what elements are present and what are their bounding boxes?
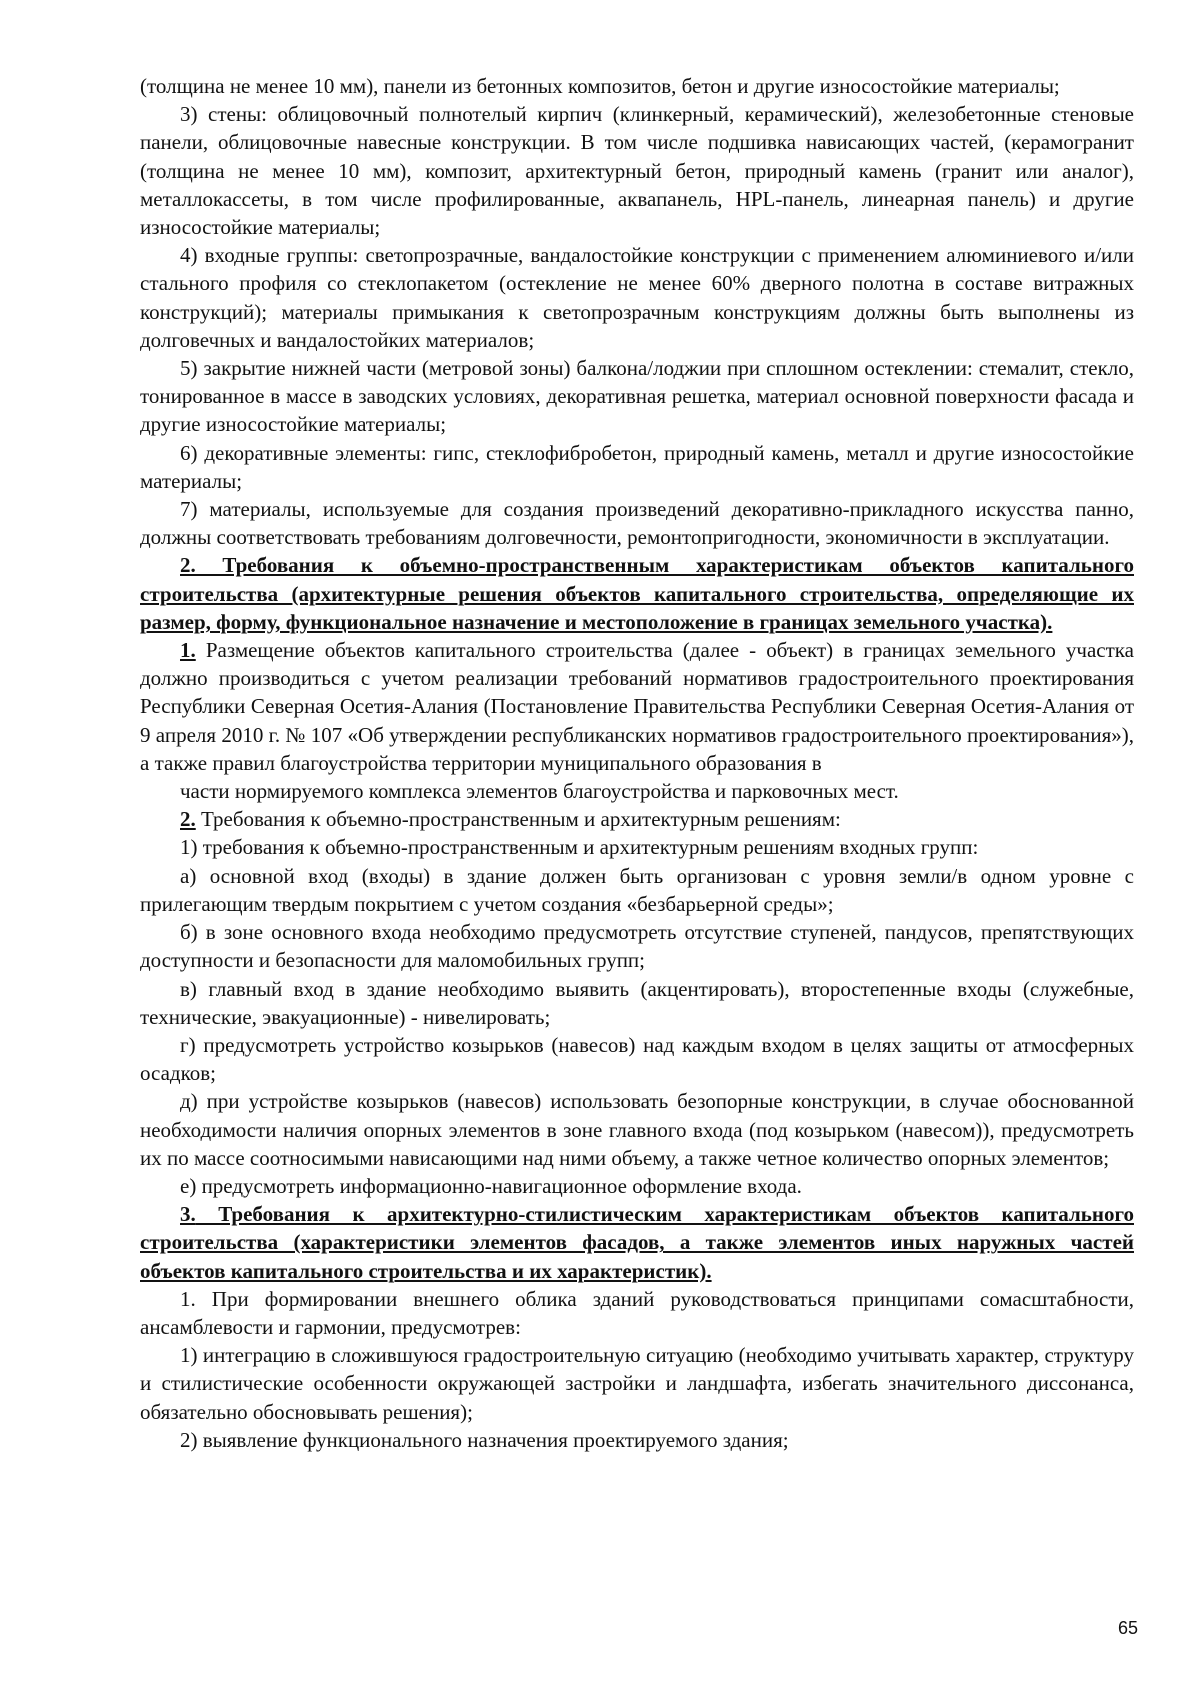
list-item: д) при устройстве козырьков (навесов) использовать безопорные конструкции, в случае обоснованной необходимости наличия опорных элементов в зоне главного входа (под козырьком (навесом)), предусмотреть их по массе соотносимыми нависающими над ними объему, а также четное количество опорных элементов; [140,1089,1134,1170]
heading-number: 3. [180,1202,196,1227]
list-item: б) в зоне основного входа необходимо предусмотреть отсутствие ступеней, пандусов, препятствующих доступности и безопасности для маломобильных групп; [140,920,1134,973]
document-page [140,72,1134,1454]
paragraph: 3) стены: облицовочный полнотелый кирпич (клинкерный, керамический), железобетонные стеновые панели, облицовочные навесные конструкции. В том числе подшивка нависающих частей, (керамогранит (толщина не менее 10 мм), композит, архитектурный бетон, природный камень (гранит или аналог), металлокассеты, в том числе профилированные, аквапанель, HPL-панель, линеарная панель) и другие износостойкие материалы; [140,102,1134,240]
item-number: 1. [180,638,196,663]
list-item: в) главный вход в здание необходимо выявить (акцентировать), второстепенные входы (служебные, технические, эвакуационные) - нивелировать; [140,976,1134,1029]
paragraph: (толщина не менее 10 мм), панели из бетонных композитов, бетон и другие износостойкие материалы; [140,74,1060,98]
section-heading-3 [140,1200,1134,1285]
section-heading-2: 2. Требования к объемно-пространственным характеристикам объектов капитального строительства (архитектурные решения объектов капитального строительства, определяющие их размер, форму, функциональное назначение и местоположение в границах земельного участка). [140,553,1134,634]
paragraph: 5) закрытие нижней части (метровой зоны) балкона/лоджии при сплошном остеклении: стемалит, стекло, тонированное в массе в заводских условиях, декоративная решетка, материал основной поверхности фасада и другие износостойкие материалы; [140,356,1134,437]
list-item: г) предусмотреть устройство козырьков (навесов) над каждым входом в целях защиты от атмосферных осадков; [140,1032,1134,1086]
paragraph-text: Требования к объемно-пространственным и архитектурным решениям: [195,807,841,832]
paragraph: 7) материалы, используемые для создания произведений декоративно-прикладного искусства панно, должны соответствовать требованиям долговечности, ремонтопригодности, экономичности в эксплуатации. [140,497,1134,550]
list-item: е) предусмотреть информационно-навигационное оформление входа. [180,1173,802,1198]
page-number: 65 [1117,1618,1138,1638]
list-item: а) основной вход (входы) в здание должен быть организован с уровня земли/в одном уровне с прилегающим твердым покрытием с учетом создания «безбарьерной среды»; [140,863,1134,916]
list-item: 1) требования к объемно-пространственным и архитектурным решениям входных групп: [180,835,979,860]
paragraph: части нормируемого комплекса элементов благоустройства и парковочных мест. [180,779,899,804]
list-item: 2) выявление функционального назначения проектируемого здания; [180,1427,789,1452]
paragraph: 6) декоративные элементы: гипс, стеклофибробетон, природный камень, металл и другие износостойкие материалы; [140,440,1134,493]
list-item: 1) интеграцию в сложившуюся градостроительную ситуацию (необходимо учитывать характер, структуру и стилистические особенности окружающей застройки и ландшафта, избегать значительного диссонанса, обязательно обосновывать решения); [140,1343,1134,1424]
list-item: 1. При формировании внешнего облика зданий руководствоваться принципами сомасштабности, ансамблевости и гармонии, предусмотрев: [140,1286,1134,1339]
paragraph-text: Размещение объектов капитального строительства (далее - объект) в границах земельного участка должно производиться с учетом реализации требований нормативов градостроительного проектирования Республики Северная Осетия-Алания (Постановление Правительства Республики Северная Осетия-Алания от 9 апреля 2010 г. № 107 «Об утверждении республиканских нормативов градостроительного проектирования»), а также правил благоустройства территории муниципального образования в [140,638,1134,775]
paragraph: 4) входные группы: светопрозрачные, вандалостойкие конструкции с применением алюминиевого и/или стального профиля со стеклопакетом (остекление не менее 60% дверного полотна в составе витражных конструкций); материалы примыкания к светопрозрачным конструкциям должны быть выполнены из долговечных и вандалостойких материалов; [140,243,1134,352]
item-number: 2. [180,807,196,832]
paragraph [140,805,1134,833]
heading-text: Требования к архитектурно-стилистическим характеристикам объектов капитального строительства (характеристики элементов фасадов, а также элементов иных наружных частей объектов капитального строительства и их характеристик). [140,1202,1134,1283]
paragraph [140,636,1134,777]
